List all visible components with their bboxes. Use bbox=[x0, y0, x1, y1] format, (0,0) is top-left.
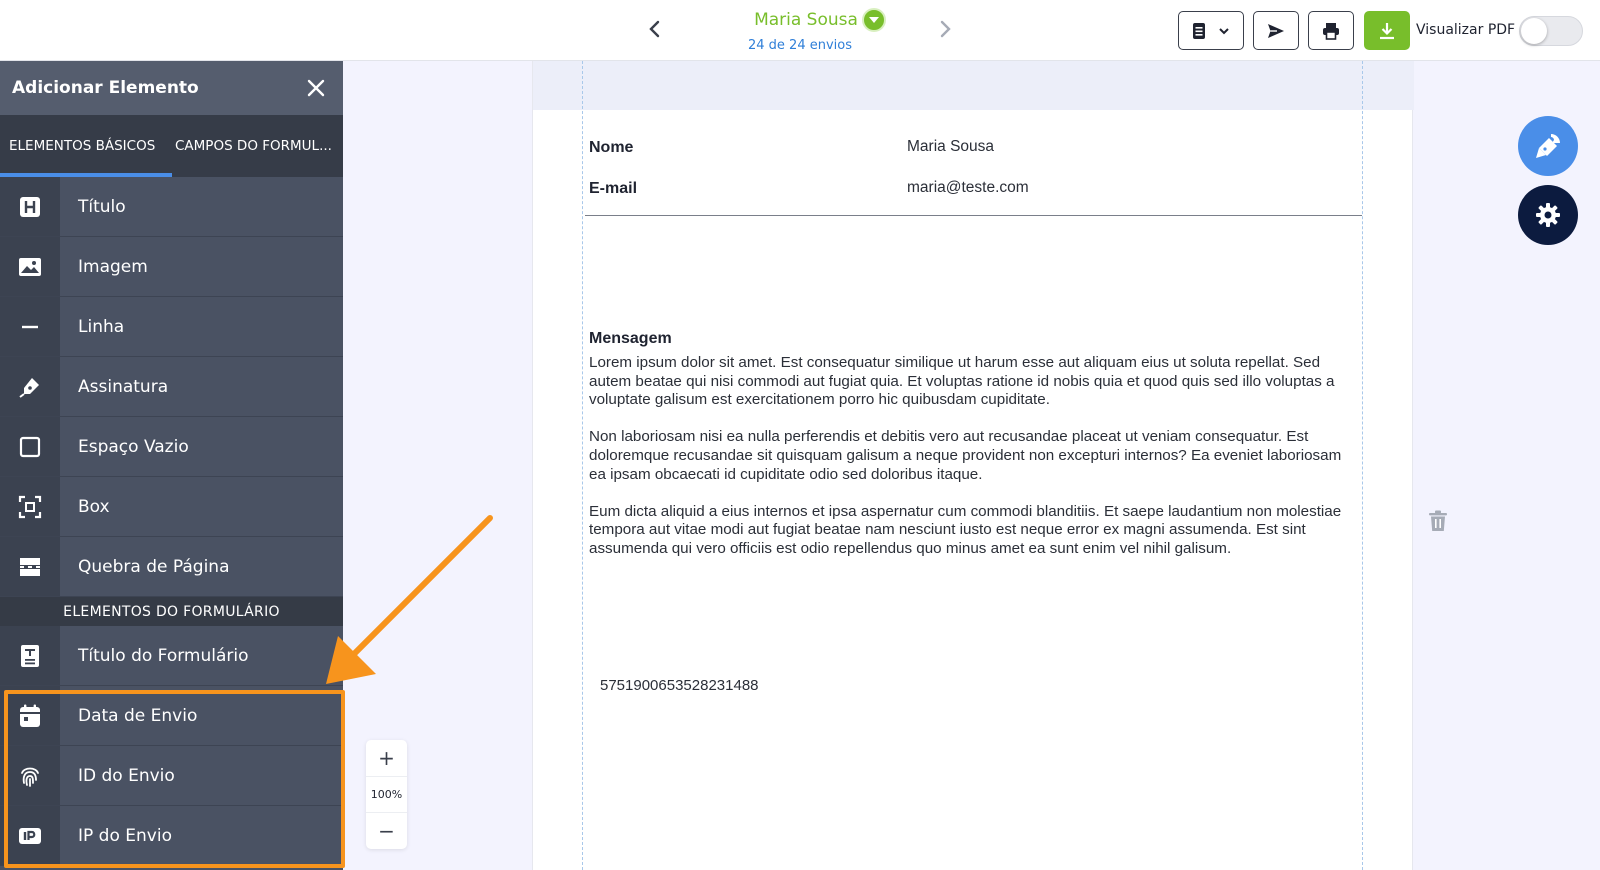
field-label-name: Nome bbox=[589, 139, 634, 156]
page-header-area[interactable] bbox=[533, 61, 1414, 110]
element-item-label: Espaço Vazio bbox=[78, 436, 189, 457]
element-item-title[interactable] bbox=[0, 177, 343, 237]
message-paragraph: Eum dicta aliquid a eius internos et ipsa aspernatur cum commodi blanditiis. Et saepe laudantium non molestiae tempora aut vitae modi aut fugiat beatae nam nesciunt iusto est neque error ex magni assumenda. Est sint assumenda qui vero officiis est odio repellendus quo minus amet ea sunt enim vel nihil galisum. bbox=[589, 502, 1342, 557]
print-button[interactable] bbox=[1308, 11, 1354, 50]
paint-roller-icon bbox=[1533, 131, 1563, 161]
page-break-icon bbox=[0, 537, 60, 596]
chevron-right-icon bbox=[939, 20, 953, 38]
element-item-label: ID do Envio bbox=[78, 765, 175, 786]
next-submission-button[interactable] bbox=[934, 18, 958, 46]
margin-guide-right bbox=[1362, 61, 1363, 870]
gear-icon bbox=[1533, 200, 1563, 230]
element-item-label: Linha bbox=[78, 316, 125, 337]
ip-icon bbox=[0, 806, 60, 865]
element-item-label: Imagem bbox=[78, 256, 148, 277]
delete-element-button[interactable] bbox=[1428, 510, 1450, 534]
download-icon bbox=[1378, 22, 1396, 40]
pdf-toggle[interactable] bbox=[1519, 16, 1583, 46]
form-elements-section-label: ELEMENTOS DO FORMULÁRIO bbox=[0, 597, 343, 626]
annotation-arrow-icon bbox=[320, 512, 500, 687]
send-icon bbox=[1267, 23, 1285, 39]
panel-title: Adicionar Elemento bbox=[12, 78, 199, 98]
document-icon bbox=[1192, 22, 1206, 40]
active-tab-indicator bbox=[0, 173, 172, 177]
element-item-label: Quebra de Página bbox=[78, 556, 230, 577]
previous-submission-button[interactable] bbox=[642, 18, 666, 46]
toggle-knob bbox=[1521, 18, 1547, 44]
send-button[interactable] bbox=[1253, 11, 1299, 50]
element-item-form-title[interactable] bbox=[0, 626, 343, 686]
element-item-page-break[interactable] bbox=[0, 537, 343, 597]
line-icon bbox=[0, 297, 60, 356]
element-item-label: Título bbox=[78, 196, 126, 217]
zoom-in-button[interactable]: + bbox=[378, 746, 395, 770]
box-icon bbox=[0, 477, 60, 536]
zoom-level: 100% bbox=[366, 776, 407, 813]
top-bar bbox=[0, 0, 1600, 61]
document-menu-button[interactable] bbox=[1178, 11, 1244, 50]
printer-icon bbox=[1322, 22, 1340, 40]
element-item-label: IP do Envio bbox=[78, 825, 172, 846]
settings-button[interactable] bbox=[1518, 185, 1578, 245]
element-item-label: Box bbox=[78, 496, 110, 517]
submission-count: 24 de 24 envios bbox=[748, 38, 852, 53]
element-item-line[interactable] bbox=[0, 297, 343, 357]
close-panel-button[interactable] bbox=[303, 75, 329, 101]
field-label-email: E-mail bbox=[589, 180, 638, 197]
pen-icon bbox=[0, 357, 60, 416]
panel-header bbox=[0, 61, 343, 115]
element-item-submission-date[interactable] bbox=[0, 686, 343, 746]
tab-form-fields[interactable]: CAMPOS DO FORMUL... bbox=[175, 138, 332, 154]
element-item-box[interactable] bbox=[0, 477, 343, 537]
element-item-label: Assinatura bbox=[78, 376, 169, 397]
submission-id-value: 5751900653528231488 bbox=[600, 677, 759, 694]
field-value-email: maria@teste.com bbox=[907, 179, 1029, 196]
form-title-icon bbox=[0, 626, 60, 685]
zoom-out-button[interactable]: − bbox=[378, 819, 395, 843]
document-page bbox=[532, 61, 1413, 870]
margin-guide-left bbox=[582, 61, 583, 870]
empty-square-icon bbox=[0, 417, 60, 476]
element-item-empty-space[interactable] bbox=[0, 417, 343, 477]
chevron-left-icon bbox=[647, 20, 661, 38]
trash-icon bbox=[1428, 510, 1448, 532]
dropdown-badge-icon[interactable] bbox=[862, 8, 886, 32]
message-paragraph: Lorem ipsum dolor sit amet. Est consequatur similique ut harum esse aut aliquam eius ut soluta repellat. Sed autem beatae qui nisi commodi aut fugiat quia. Et voluptas ratione id nobis quia et quod quis sed illo voluptas a voluptate galisum est exercitationem porro hic quibusdam cupiditate. bbox=[589, 354, 1335, 409]
element-item-submission-id[interactable] bbox=[0, 746, 343, 806]
close-icon bbox=[307, 79, 325, 97]
download-button[interactable] bbox=[1364, 11, 1410, 50]
pdf-toggle-label: Visualizar PDF bbox=[1416, 22, 1516, 38]
add-element-panel bbox=[0, 61, 343, 870]
calendar-icon bbox=[0, 686, 60, 745]
element-item-signature[interactable] bbox=[0, 357, 343, 417]
designer-button[interactable] bbox=[1518, 116, 1578, 176]
submitter-name: Maria Sousa bbox=[754, 10, 858, 30]
tab-basic-elements[interactable]: ELEMENTOS BÁSICOS bbox=[9, 138, 156, 154]
submitter-selector[interactable] bbox=[720, 8, 920, 32]
divider-line bbox=[585, 215, 1362, 216]
message-label: Mensagem bbox=[589, 330, 672, 347]
element-item-image[interactable] bbox=[0, 237, 343, 297]
heading-icon bbox=[0, 177, 60, 236]
fingerprint-icon bbox=[0, 746, 60, 805]
field-value-name: Maria Sousa bbox=[907, 138, 995, 155]
image-icon bbox=[0, 237, 60, 296]
element-item-submission-ip[interactable] bbox=[0, 806, 343, 866]
element-item-label: Data de Envio bbox=[78, 705, 198, 726]
message-paragraph: Non laboriosam nisi ea nulla perferendis et debitis vero aut recusandae placeat ut veniam consequatur. Est doloremque recusandae sit quisquam galisum a neque provident non excepturi internos? Ea eveniet laboriosam ea ipsam obcaecati id cupiditate odio sed doloribus itaque. bbox=[589, 428, 1342, 483]
element-item-label: Título do Formulário bbox=[78, 645, 249, 666]
chevron-down-icon bbox=[1218, 26, 1230, 36]
zoom-control bbox=[366, 740, 407, 849]
element-tabs bbox=[0, 115, 343, 177]
message-text bbox=[589, 354, 1351, 577]
